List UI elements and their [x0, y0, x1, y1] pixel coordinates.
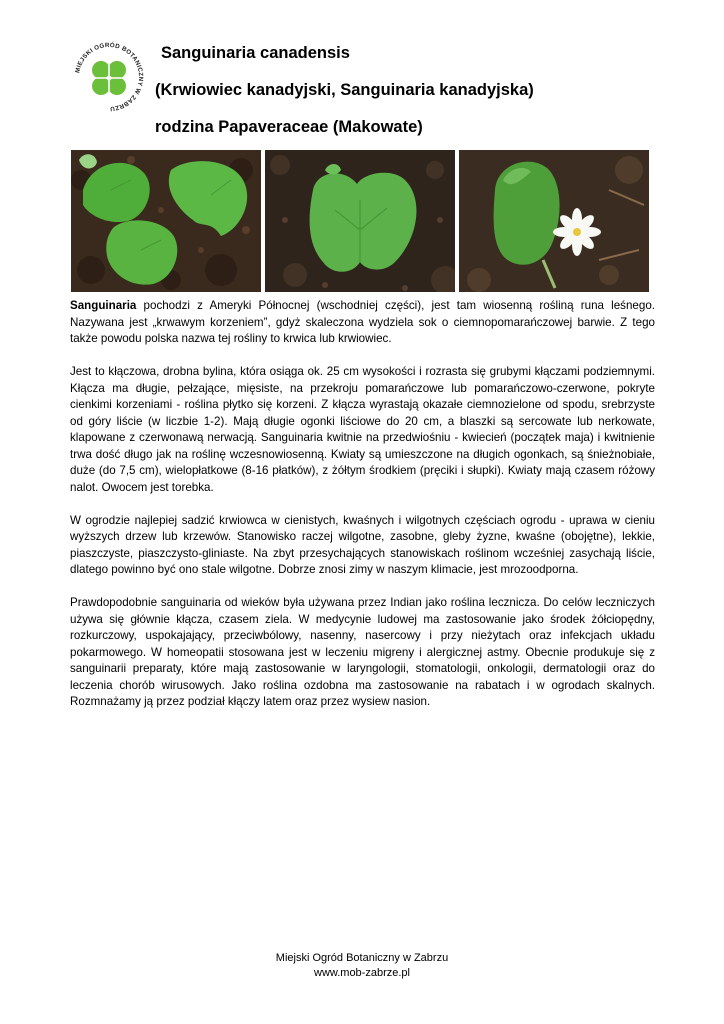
paragraph-cultivation: W ogrodzie najlepiej sadzić krwiowca w cienistych, kwaśnych i wilgotnych częściach ogrodu - uprawa w cieniu wyższych drzew lub krzewów. Stanowisko raczej wilgotne, zasobne, gleby żyzne, kwaśne (obojętne), lekkie, piaszczyste, piaszczysto-gliniaste. Na zbyt przesychających stanowiskach roślinom wcześniej zasychają liście, dlatego powinno być ono stale wilgotne. Dobrze znosi zimy w naszym klimacie, jest mrozoodporna. [70, 513, 655, 576]
paragraph-origin [70, 298, 655, 348]
footer [0, 951, 724, 981]
photo-leaves [71, 150, 261, 292]
photo-flower [459, 150, 649, 292]
footer-institution: Miejski Ogród Botaniczny w Zabrzu [275, 952, 449, 964]
plant-family: rodzina Papaveraceae (Makowate) [155, 118, 423, 136]
page-title: Sanguinaria canadensis [161, 44, 350, 62]
page-subtitle: (Krwiowiec kanadyjski, Sanguinaria kanadyjska) [155, 81, 534, 99]
garden-logo [72, 40, 146, 114]
paragraph-description: Jest to kłączowa, drobna bylina, która osiąga ok. 25 cm wysokości i rozrasta się grubymi kłączami podziemnymi. Kłącza ma długie, pełzające, mięsiste, na przekroju pomarańczowe lub pomarańczowo-czerwone, pokryte cienkimi korzeniami - roślina płytko się korzeni. Z kłącza wyrastają okazałe ciemnozielone od spodu, srebrzyste od góry liście (w liczbie 1-2). Mają długie ogonki liściowe do 20 cm, a blaszki są sercowate lub nerkowate, klapowane z czerwonawą nerwacją. Sanguinaria kwitnie na przedwiośniu - kwiecień (początek maja) i kwitnienie trwa dość długo jak na roślinę wczesnowiosenną. Kwiaty są umieszczone na długich ogonkach, są śnieżnobiałe, duże (do 7,5 cm), wielopłatkowe (8-16 płatków), z żółtym środkiem (pręciki i słupki). Kwiaty mają czasem różowy nalot. Owocem jest torebka. [70, 365, 655, 494]
sanguinaria-leaves-photo [71, 150, 261, 292]
sanguinaria-single-leaf-photo [265, 150, 455, 292]
logo-ring-text: MIEJSKI OGRÓD BOTANICZNY W ZABRZU [74, 41, 145, 113]
paragraph-origin-text: pochodzi z Ameryki Północnej (wschodniej części), jest tam wiosenną rośliną runa leśnego. Nazywana jest „krwawym korzeniem”, gdyż skaleczona wydziela sok o ciemnopomarańczowej barwie. Z tego także powodu polska nazwa tej rośliny to krwica lub krwiowiec. [70, 299, 655, 345]
article-body [70, 298, 655, 727]
paragraph-medicinal-use: Prawdopodobnie sanguinaria od wieków była używana przez Indian jako roślina lecznicza. Do celów leczniczych używa się głównie kłącza, czasem ziela. W medycynie ludowej ma zastosowanie jako środek żółciopędny, rozkurczowy, uspokajający, przeciwbólowy, nasenny, nasercowy i przy nieżytach oraz infekcjach układu pokarmowego. W homeopatii stosowana jest w leczeniu migreny i alergicznej astmy. Obecnie produkuje się z sanguinarii preparaty, które mają zastosowanie w laryngologii, stomatologii, onkologii, dermatologii oraz do leczenia chorób wirusowych. Jako roślina ozdobna ma zastosowanie na rabatach i w ogrodach skalnych. Rozmnażamy ją przez podział kłączy latem oraz przez wysiew nasion. [70, 596, 655, 708]
photo-single-leaf [265, 150, 455, 292]
footer-website[interactable]: www.mob-zabrze.pl [314, 967, 410, 979]
sanguinaria-white-flower-photo [459, 150, 649, 292]
plant-name-bold: Sanguinaria [70, 299, 137, 312]
four-leaf-clover-icon [72, 40, 146, 114]
